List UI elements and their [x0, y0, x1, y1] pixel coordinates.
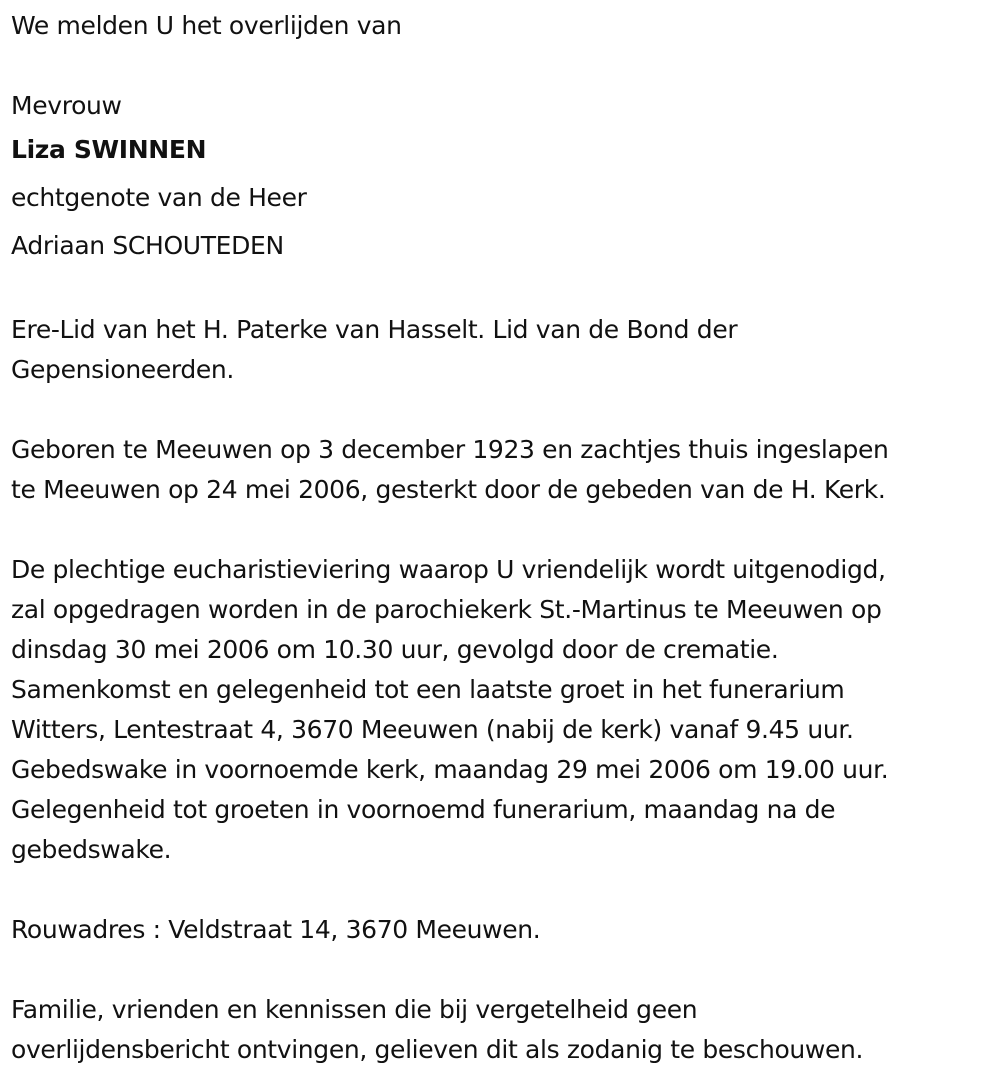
ceremony-line: Gelegenheid tot groeten in voornoemd funerarium, maandag na de	[11, 795, 836, 824]
spouse-prefix: echtgenote van de Heer	[11, 183, 307, 212]
spacer	[11, 510, 986, 550]
birth-death-line: Geboren te Meeuwen op 3 december 1923 en zachtjes thuis ingeslapen	[11, 435, 889, 464]
ceremony-line: Gebedswake in voornoemde kerk, maandag 29 mei 2006 om 19.00 uur.	[11, 755, 889, 784]
closing-line: Familie, vrienden en kennissen die bij vergetelheid geen	[11, 995, 698, 1024]
ceremony-line: zal opgedragen worden in de parochiekerk St.-Martinus te Meeuwen op	[11, 595, 882, 624]
spacer	[11, 46, 986, 86]
closing-paragraph	[11, 990, 986, 1070]
memberships-paragraph	[11, 310, 986, 390]
ceremony-line: De plechtige eucharistieviering waarop U vriendelijk wordt uitgenodigd,	[11, 555, 886, 584]
spacer	[11, 870, 986, 910]
memberships-line: Ere-Lid van het H. Paterke van Hasselt. Lid van de Bond der	[11, 315, 738, 344]
deceased-name: Liza SWINNEN	[11, 135, 207, 164]
birth-death-paragraph	[11, 430, 986, 510]
ceremony-line: Samenkomst en gelegenheid tot een laatste groet in het funerarium	[11, 675, 845, 704]
mourning-address: Rouwadres : Veldstraat 14, 3670 Meeuwen.	[11, 915, 541, 944]
ceremony-paragraph	[11, 550, 986, 870]
salutation: Mevrouw	[11, 91, 122, 120]
intro-text: We melden U het overlijden van	[11, 11, 402, 40]
spouse-name: Adriaan SCHOUTEDEN	[11, 231, 284, 260]
spacer	[11, 270, 986, 310]
closing-line: overlijdensbericht ontvingen, gelieven dit als zodanig te beschouwen.	[11, 1035, 864, 1064]
ceremony-line: dinsdag 30 mei 2006 om 10.30 uur, gevolgd door de crematie.	[11, 635, 779, 664]
spacer	[11, 950, 986, 990]
memberships-line: Gepensioneerden.	[11, 355, 235, 384]
ceremony-line: Witters, Lentestraat 4, 3670 Meeuwen (nabij de kerk) vanaf 9.45 uur.	[11, 715, 854, 744]
ceremony-line: gebedswake.	[11, 835, 172, 864]
spacer	[11, 390, 986, 430]
birth-death-line: te Meeuwen op 24 mei 2006, gesterkt door de gebeden van de H. Kerk.	[11, 475, 886, 504]
obituary-notice	[11, 6, 986, 1070]
